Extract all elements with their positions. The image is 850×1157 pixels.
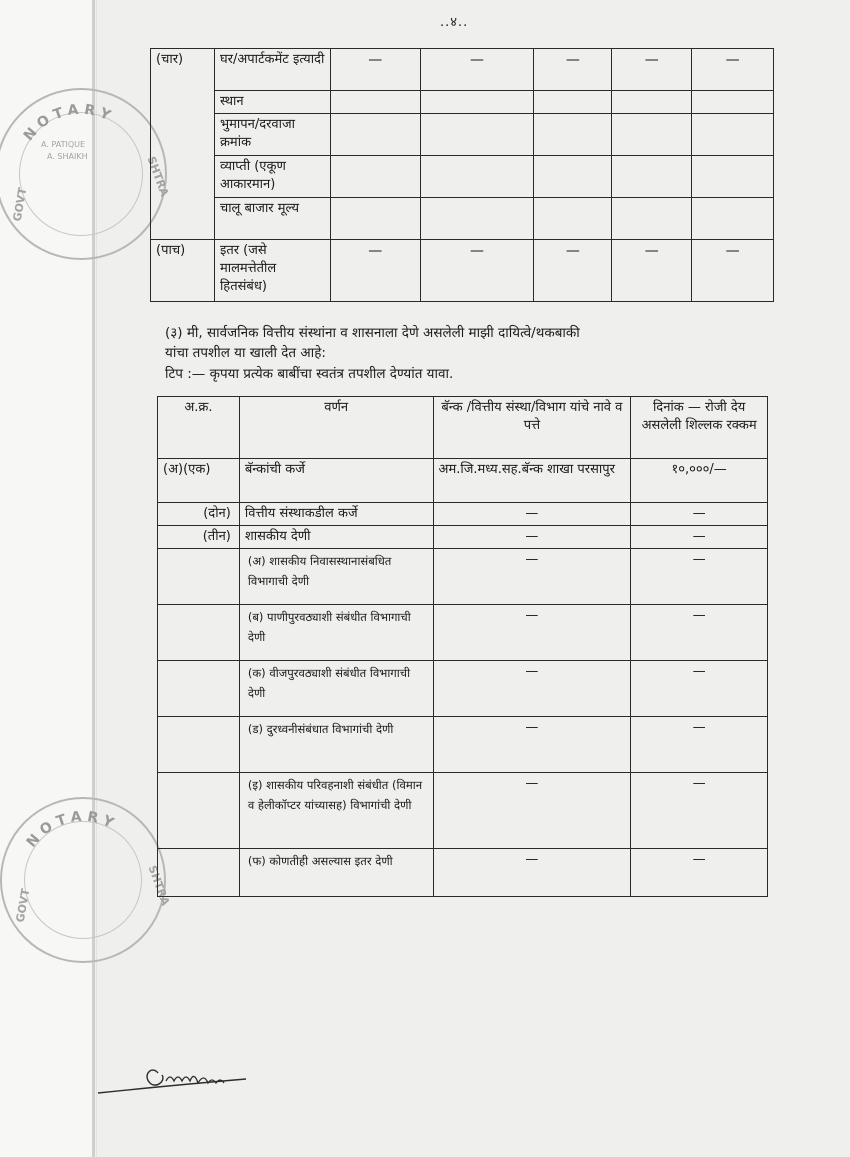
table-cell: — [330, 240, 420, 302]
table-row [151, 49, 774, 91]
notary-seal-bottom [0, 797, 173, 963]
table-cell [330, 198, 420, 240]
row-label: घर/अपार्टकमेंट इत्यादी [214, 49, 330, 91]
row-desc: (अ) शासकीय निवासस्थानासंबधित विभागाची देणी [239, 549, 433, 605]
section3-line1: (३) मी, सार्वजनिक वित्तीय संस्थांना व शासनाला देणे असलेली माझी दायित्वे/थकबाकी [165, 325, 580, 341]
assets-table [150, 48, 774, 302]
row-sr [158, 661, 240, 717]
table-row [158, 459, 768, 503]
seal-bottom-left-text: GOVT [13, 887, 33, 924]
table-row [158, 849, 768, 897]
row-bank: अम.जि.मध्य.सह.बॅन्क शाखा परसापुर [433, 459, 631, 503]
row-label: स्थान [214, 91, 330, 114]
row-desc: वित्तीय संस्थाकडील कर्जे [239, 503, 433, 526]
section3-note: टिप :— कृपया प्रत्येक बाबींचा स्वतंत्र तपशील देण्यांत यावा. [165, 366, 454, 382]
row-sr: (अ)(एक) [158, 459, 240, 503]
row-amount: — [631, 773, 768, 849]
table-row [151, 240, 774, 302]
table-cell [330, 156, 420, 198]
seal-top-word: NOTARY [20, 101, 118, 145]
table-cell [534, 156, 612, 198]
row-sr: (दोन) [158, 503, 240, 526]
seal-top-left-text: GOVT [10, 186, 30, 223]
table-cell: — [692, 49, 774, 91]
table-cell: — [330, 49, 420, 91]
table-cell [420, 156, 534, 198]
table-row [151, 91, 774, 114]
row-desc: (ड) दुरध्वनीसंबंधात विभागांची देणी [239, 717, 433, 773]
row-amount: — [631, 503, 768, 526]
row-bank: — [433, 661, 631, 717]
table-cell: — [612, 240, 692, 302]
table-row [158, 503, 768, 526]
table-row [151, 198, 774, 240]
row-sr [158, 549, 240, 605]
table-cell [420, 91, 534, 114]
row-number: (पाच) [151, 240, 215, 302]
table-cell: — [534, 49, 612, 91]
header-bank: बॅन्क /वित्तीय संस्था/विभाग यांचे नावे व पत्ते [433, 397, 631, 459]
table-cell: — [692, 240, 774, 302]
table-row [151, 156, 774, 198]
header-amount: दिनांक — रोजी देय असलेली शिल्लक रक्कम [631, 397, 768, 459]
liabilities-table [157, 396, 768, 897]
row-sr [158, 849, 240, 897]
row-amount: — [631, 549, 768, 605]
table-cell [692, 156, 774, 198]
table-cell [534, 198, 612, 240]
page-number: ..४.. [440, 15, 469, 30]
table-cell [612, 91, 692, 114]
table-cell [692, 91, 774, 114]
row-desc: (फ) कोणतीही असल्यास इतर देणी [239, 849, 433, 897]
table-cell [612, 156, 692, 198]
svg-text:NOTARY [24, 809, 121, 851]
table-header-row [158, 397, 768, 459]
notary-seal-bottom-text [2, 799, 164, 961]
row-desc: (क) वीजपुरवठ्याशी संबंधीत विभागाची देणी [239, 661, 433, 717]
signature [96, 1055, 266, 1105]
row-bank: — [433, 549, 631, 605]
table-row [158, 661, 768, 717]
header-desc: वर्णन [239, 397, 433, 459]
row-bank: — [433, 503, 631, 526]
svg-text:NOTARY [21, 102, 118, 145]
table-cell: — [534, 240, 612, 302]
section3-line2: यांचा तपशील या खाली देत आहे: [165, 345, 326, 361]
seal-bottom-word: NOTARY [23, 808, 121, 851]
row-bank: — [433, 526, 631, 549]
row-sr [158, 717, 240, 773]
table-cell [612, 198, 692, 240]
row-sr: (तीन) [158, 526, 240, 549]
table-row [158, 605, 768, 661]
seal-top-line1: A. PATIQUE [41, 140, 86, 149]
row-bank: — [433, 717, 631, 773]
header-sr: अ.क्र. [158, 397, 240, 459]
row-desc: बॅन्कांची कर्जे [239, 459, 433, 503]
row-label: भुमापन/दरवाजा क्रमांक [214, 114, 330, 156]
table-cell: — [420, 49, 534, 91]
row-amount: — [631, 661, 768, 717]
row-desc: (ब) पाणीपुरवठ्याशी संबंधीत विभागाची देणी [239, 605, 433, 661]
row-amount: — [631, 849, 768, 897]
table-row [158, 717, 768, 773]
row-label: इतर (जसे मालमत्तेतील हितसंबंध) [214, 240, 330, 302]
row-number: (चार) [151, 49, 215, 240]
row-desc: शासकीय देणी [239, 526, 433, 549]
row-amount: १०,०००/— [631, 459, 768, 503]
row-amount: — [631, 605, 768, 661]
table-cell [612, 114, 692, 156]
table-cell [420, 114, 534, 156]
seal-bottom-right-text: SHTRA [145, 863, 173, 908]
table-cell: — [420, 240, 534, 302]
table-cell [692, 114, 774, 156]
table-row [158, 549, 768, 605]
table-cell [330, 91, 420, 114]
row-desc: (इ) शासकीय परिवहनाशी संबंधीत (विमान व हेलीकॉप्टर यांच्यासह) विभागांची देणी [239, 773, 433, 849]
table-cell [330, 114, 420, 156]
seal-top-right-text: SHTRA [144, 154, 172, 199]
row-bank: — [433, 605, 631, 661]
row-bank: — [433, 773, 631, 849]
table-cell: — [612, 49, 692, 91]
table-cell [420, 198, 534, 240]
table-cell [534, 114, 612, 156]
table-cell [534, 91, 612, 114]
row-bank: — [433, 849, 631, 897]
table-cell [692, 198, 774, 240]
table-row [151, 114, 774, 156]
row-sr [158, 773, 240, 849]
seal-top-line2: A. SHAIKH [47, 152, 88, 161]
notary-seal-top-text [0, 90, 165, 258]
row-amount: — [631, 526, 768, 549]
row-label: व्याप्ती (एकूण आकारमान) [214, 156, 330, 198]
table-row [158, 526, 768, 549]
row-label: चालू बाजार मूल्य [214, 198, 330, 240]
row-amount: — [631, 717, 768, 773]
table-row [158, 773, 768, 849]
row-sr [158, 605, 240, 661]
